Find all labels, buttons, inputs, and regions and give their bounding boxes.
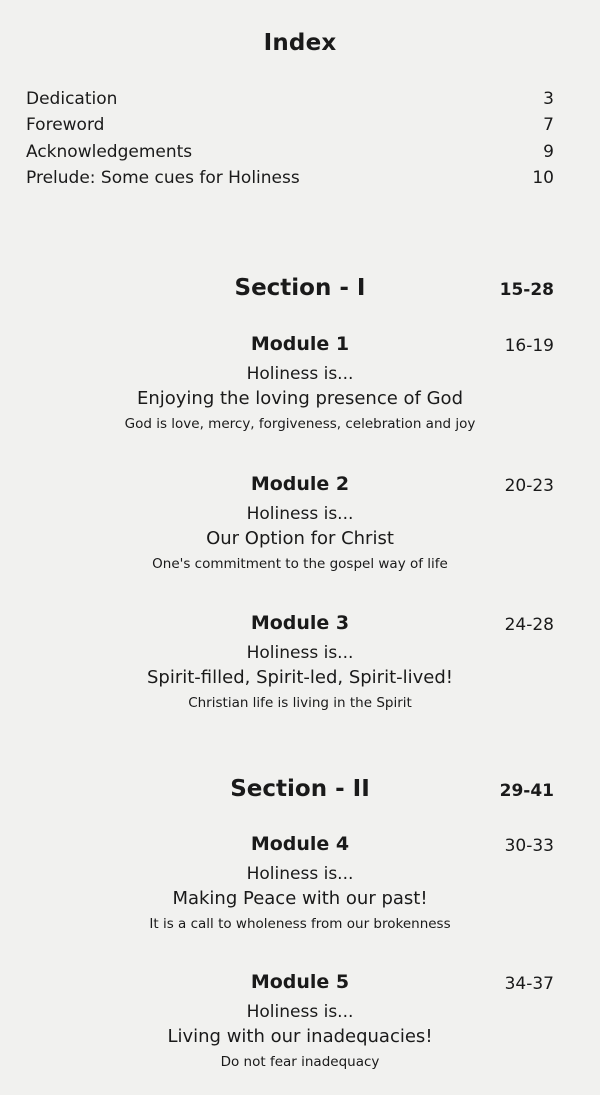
section-heading-1 [0,270,600,306]
module-title: Module 3 [250,612,350,634]
front-matter-entry-prelude [26,165,554,191]
module-intro: Holiness is... [246,364,354,384]
section-page-range: 29-41 [499,781,554,801]
module-page-range: 20-23 [504,476,554,496]
section-heading-2 [0,771,600,807]
entry-page-number: 10 [532,168,554,188]
module-subtitle: Christian life is living in the Spirit [188,695,412,711]
module-page-range: 16-19 [504,336,554,356]
module-subtitle: It is a call to wholeness from our brokenness [149,916,451,932]
module-subtitle: Do not fear inadequacy [220,1054,380,1070]
section-title: Section - I [234,275,366,301]
module-page-range: 24-28 [504,615,554,635]
section-title: Section - II [230,776,370,802]
front-matter-entry-acknowledgements [26,139,554,165]
entry-label: Prelude: Some cues for Holiness [26,168,300,188]
module-theme: Spirit-filled, Spirit-led, Spirit-lived! [146,667,454,688]
page-title: Index [263,30,337,56]
module-page-range: 34-37 [504,974,554,994]
module-theme: Enjoying the loving presence of God [136,388,463,409]
entry-page-number: 7 [543,115,554,135]
module-title: Module 2 [250,473,350,495]
entry-page-number: 9 [543,142,554,162]
module-intro: Holiness is... [246,864,354,884]
module-title: Module 4 [250,833,350,855]
entry-page-number: 3 [543,89,554,109]
module-theme: Making Peace with our past! [172,888,428,909]
module-theme: Our Option for Christ [206,528,394,549]
entry-label: Dedication [26,89,118,109]
module-theme: Living with our inadequacies! [167,1026,433,1047]
module-subtitle: God is love, mercy, forgiveness, celebration and joy [124,416,476,432]
module-intro: Holiness is... [246,1002,354,1022]
front-matter-entry-foreword [26,112,554,138]
module-page-range: 30-33 [504,836,554,856]
module-title: Module 5 [250,971,350,993]
entry-label: Acknowledgements [26,142,193,162]
module-intro: Holiness is... [246,643,354,663]
module-subtitle: One's commitment to the gospel way of life [152,556,448,572]
front-matter-entry-dedication [26,86,554,112]
section-page-range: 15-28 [499,280,554,300]
module-intro: Holiness is... [246,504,354,524]
entry-label: Foreword [26,115,105,135]
module-title: Module 1 [250,333,350,355]
